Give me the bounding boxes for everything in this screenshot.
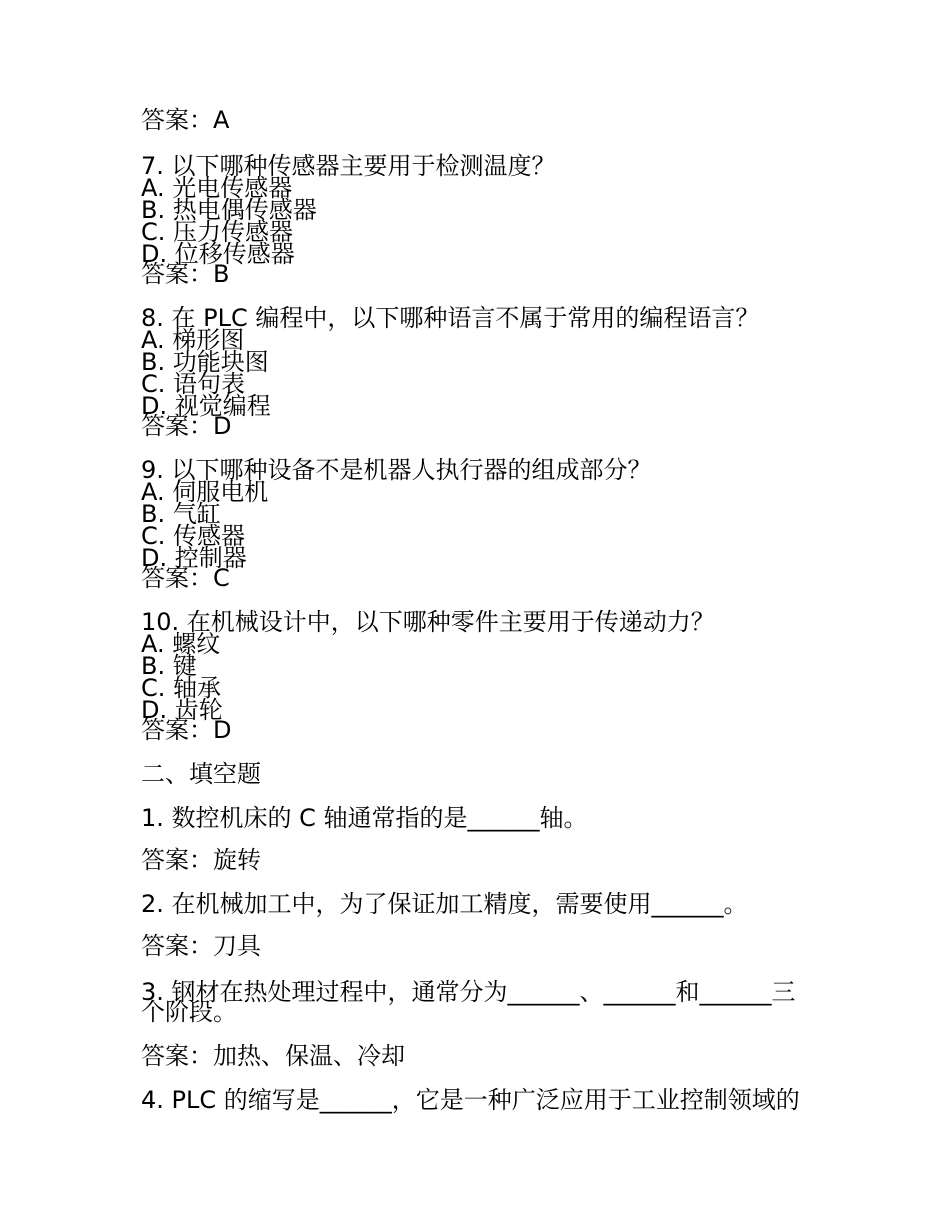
fill-question-3: 3. 钢材在热处理过程中，通常分为______、______和______三: [141, 978, 796, 1006]
option-b: B. 键: [141, 652, 197, 680]
answer-line: 答案：C: [141, 564, 230, 592]
option-d: D. 齿轮: [141, 696, 223, 724]
section-heading: 二、填空题: [141, 760, 261, 788]
option-b: B. 热电偶传感器: [141, 196, 317, 224]
option-a: A. 伺服电机: [141, 478, 269, 506]
option-d: D. 控制器: [141, 544, 247, 572]
question-10: 10. 在机械设计中，以下哪种零件主要用于传递动力？: [141, 608, 715, 636]
option-c: C. 轴承: [141, 674, 222, 702]
question-8: 8. 在 PLC 编程中，以下哪种语言不属于常用的编程语言？: [141, 304, 760, 332]
answer-line: 答案：D: [141, 412, 232, 440]
fill-question-2: 2. 在机械加工中，为了保证加工精度，需要使用______。: [141, 890, 748, 918]
option-d: D. 视觉编程: [141, 392, 271, 420]
option-c: C. 传感器: [141, 522, 246, 550]
option-a: A. 光电传感器: [141, 174, 293, 202]
answer-line: 答案：刀具: [141, 932, 261, 960]
answer-line: 答案：旋转: [141, 846, 261, 874]
option-b: B. 功能块图: [141, 348, 269, 376]
option-b: B. 气缸: [141, 500, 221, 528]
option-c: C. 压力传感器: [141, 218, 294, 246]
option-a: A. 螺纹: [141, 630, 221, 658]
answer-line: 答案：B: [141, 260, 230, 288]
answer-line: 答案：A: [141, 106, 230, 134]
answer-line: 答案：D: [141, 716, 232, 744]
option-c: C. 语句表: [141, 370, 246, 398]
question-7: 7. 以下哪种传感器主要用于检测温度？: [141, 152, 556, 180]
fill-question-3-continued: 个阶段。: [141, 998, 237, 1026]
answer-line: 答案：加热、保温、冷却: [141, 1042, 405, 1070]
fill-question-1: 1. 数控机床的 C 轴通常指的是______轴。: [141, 804, 588, 832]
fill-question-4: 4. PLC 的缩写是______，它是一种广泛应用于工业控制领域的: [141, 1086, 800, 1114]
option-d: D. 位移传感器: [141, 240, 295, 268]
option-a: A. 梯形图: [141, 326, 245, 354]
question-9: 9. 以下哪种设备不是机器人执行器的组成部分？: [141, 456, 652, 484]
